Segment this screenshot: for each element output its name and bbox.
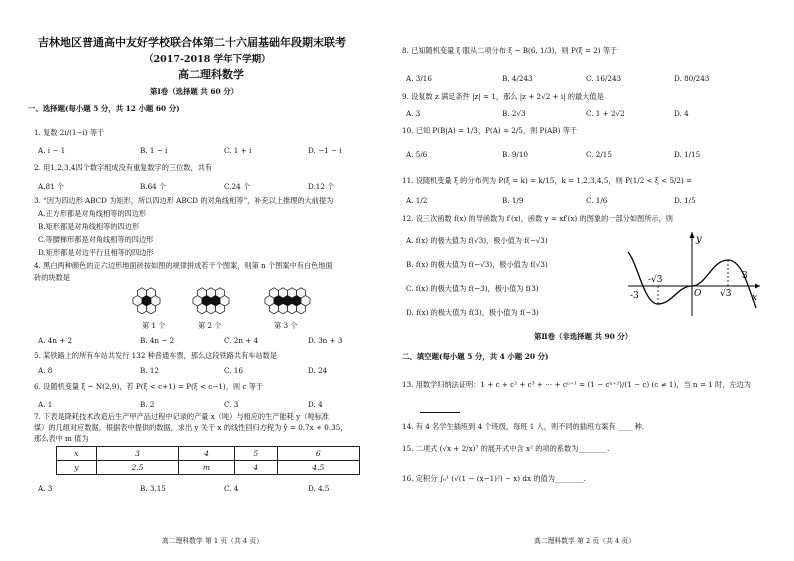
page-2 xyxy=(402,0,770,561)
question-4: 4. 黑白两种颜色的正六边形地面砖按如图的规律拼成若干个图案，则第 n 个图案中有白色地面 xyxy=(34,261,333,270)
option-c: C.等腰梯形都是对角线相等的四边形 xyxy=(38,235,154,244)
option-c: C. 2n + 4 xyxy=(224,336,259,345)
white-hexagon xyxy=(270,303,279,313)
table-row xyxy=(57,461,360,475)
option-b: B. 4/243 xyxy=(502,74,533,83)
option-b: B. 2√3 xyxy=(502,109,526,118)
question-14: 14. 有 4 名学生插班到 4 个班级，每班 1 人，则不同的插班方案有 ____ 种. xyxy=(402,422,645,431)
option-c: C. 1 + 2√2 xyxy=(586,109,625,118)
table-cell: 4 xyxy=(234,461,277,475)
option-b: B.矩形都是对角线相等的四边形 xyxy=(38,222,140,231)
data-table xyxy=(56,446,360,475)
volume-1-heading: 第Ⅰ卷（选择题 共 60 分） xyxy=(150,87,238,96)
exam-title: 吉林地区普通高中友好学校联合体第二十六届基础年段期末联考 xyxy=(38,36,346,49)
option-a: A. 4n + 2 xyxy=(38,336,73,345)
option-b: B. f(x) 的极大值为 f(−√3)，极小值为 f(√3) xyxy=(406,260,548,269)
white-hexagon xyxy=(147,303,156,313)
table-cell: 4 xyxy=(179,447,235,461)
question-16: 16. 定积分 ∫₀¹ (√(1 − (x−1)²) − x) dx 的值为________. xyxy=(402,474,586,483)
question-7-cont: 煤）的几组对应数据，根据表中提供的数据，求出 y 关于 x 的线性回归方程为 ŷ = 0.7x + 0.35， xyxy=(34,423,348,432)
option-d: D.12 个 xyxy=(308,182,335,191)
option-a: A. i − 1 xyxy=(38,146,66,155)
exam-subject: 高二理科数学 xyxy=(178,68,244,81)
option-d: D.矩形都是对边平行且相等的四边形 xyxy=(38,248,154,257)
option-d: D. 1/15 xyxy=(674,150,701,159)
exam-year: （2017-2018 学年下学期） xyxy=(144,54,271,65)
option-a: A. f(x) 的极大值为 f(√3)，极小值为 f(−√3) xyxy=(406,236,548,245)
option-a: A.正方形都是对角线相等的四边形 xyxy=(38,209,147,218)
option-d: D. 4 xyxy=(308,400,323,409)
option-b: B. 1 − i xyxy=(140,146,168,155)
white-hexagon xyxy=(288,303,297,313)
page-1 xyxy=(28,0,390,561)
option-b: B. 2 xyxy=(140,400,155,409)
question-7-cont: 那么表中 m 值为 xyxy=(34,434,89,443)
function-graph xyxy=(624,230,764,320)
white-hexagon xyxy=(216,303,225,313)
white-hexagon xyxy=(138,303,147,313)
option-b: B. 9/10 xyxy=(502,150,528,159)
white-hexagon xyxy=(297,303,306,313)
table-cell: m xyxy=(179,461,235,475)
question-9: 9. 设复数 z 满足条件 |z| = 1，那么 |z + 2√2 + i| 的最大值是 xyxy=(402,92,604,101)
question-13: 13. 用数学归纳法证明：1 + c + c² + c³ + ⋯ + cⁿ⁺¹ = (1 − cⁿ⁺²)/(1 − c) (c ≠ 1)，当 n = 1 时，左边为 xyxy=(402,380,751,389)
page-footer: 高二理科数学 第 1 页（共 4 页） xyxy=(162,537,264,545)
option-d: D. 4 xyxy=(674,109,689,118)
question-4-cont: 砖的块数是 xyxy=(34,273,70,282)
question-7: 7. 下表是降耗技术改造后生产甲产品过程中记录的产量 x（吨）与相应的生产能耗 y（吨标准 xyxy=(34,412,329,421)
option-c: C. 1 + i xyxy=(224,146,252,155)
origin-label: O xyxy=(694,289,702,299)
table-cell: 3 xyxy=(96,447,178,461)
option-d: D. 1/5 xyxy=(674,196,696,205)
section-1-heading: 一、选择题(每小题 5 分，共 12 小题 60 分) xyxy=(28,104,180,113)
question-3: 3. “因为四边形 ABCD 为矩形，所以四边形 ABCD 的对角线相等”，补充以上推理的大前提为 xyxy=(34,196,334,205)
option-c: C. 16 xyxy=(224,366,243,375)
y-label: y xyxy=(696,234,702,245)
option-a: A. 8 xyxy=(38,366,53,375)
question-2: 2. 用1,2,3,4四个数字组成没有重复数字的三位数，共有 xyxy=(34,163,213,172)
table-cell: 2.5 xyxy=(96,461,178,475)
question-1: 1. 复数 2i/(1−i) 等于 xyxy=(34,128,105,137)
page-footer: 高二理科数学 第 2 页（共 4 页） xyxy=(534,537,636,545)
option-b: B. 3.15 xyxy=(140,484,166,493)
option-a: A. 1/2 xyxy=(406,196,428,205)
option-c: C.24 个 xyxy=(224,182,251,191)
option-c: C. 3 xyxy=(224,400,239,409)
option-d: D. 3n + 3 xyxy=(308,336,343,345)
pos3-label: 3 xyxy=(742,271,748,281)
option-d: D. −1 − i xyxy=(308,146,342,155)
table-cell: y xyxy=(57,461,97,475)
option-b: B. 12 xyxy=(140,366,159,375)
question-10: 10. 已知 P(B|A) = 1/3，P(A) = 2/5，则 P(AB) 等于 xyxy=(402,126,578,135)
option-c: C. 2/15 xyxy=(586,150,612,159)
answer-blank-13 xyxy=(420,406,460,415)
table-cell: 4.5 xyxy=(277,461,359,475)
question-5: 5. 某铁路上的所有车站共发行 132 种普通车票，那么这段铁路共有车站数是 xyxy=(34,351,278,360)
figure-1-label: 第 1 个 xyxy=(142,321,166,330)
neg3-label: -3 xyxy=(630,291,639,301)
option-c: C. f(x) 的极大值为 f(−3)，极小值为 f(3) xyxy=(406,284,539,293)
option-a: A. 1 xyxy=(38,400,53,409)
figure-2-label: 第 2 个 xyxy=(198,321,222,330)
option-a: A. 3 xyxy=(406,109,421,118)
question-8: 8. 已知随机变量 ξ 服从二项分布 ξ ~ B(6, 1/3)，则 P(ξ = 2) 等于 xyxy=(402,46,618,55)
option-d: D. 4.5 xyxy=(308,484,330,493)
table-cell: 5 xyxy=(234,447,277,461)
x-axis-arrow xyxy=(755,284,760,289)
option-c: C. 1/6 xyxy=(586,196,608,205)
table-cell: x xyxy=(57,447,97,461)
question-6: 6. 设随机变量 ξ ~ N(2,9)，若 P(ξ < c+1) = P(ξ < c−1)，则 c 等于 xyxy=(34,382,264,391)
white-hexagon xyxy=(198,303,207,313)
question-15: 15. 二项式 (√x + 2/x)⁷ 的展开式中含 x² 的项的系数为________. xyxy=(402,444,610,453)
option-b: B. 1/9 xyxy=(502,196,524,205)
y-axis-arrow xyxy=(690,232,695,238)
table-cell: 6 xyxy=(277,447,359,461)
table-row xyxy=(57,447,360,461)
option-c: C. 16/243 xyxy=(586,74,622,83)
volume-2-heading: 第Ⅱ卷（非选择题 共 90 分） xyxy=(534,332,633,341)
hexagon-pattern-figure xyxy=(124,283,336,321)
white-hexagon xyxy=(207,303,216,313)
question-11: 11. 设随机变量 ξ 的分布列为 P(ξ = k) = k/15，k = 1,2,3,4,5，则 P(1/2 < ξ < 5/2) = xyxy=(402,176,693,185)
white-hexagon xyxy=(279,303,288,313)
option-d: D. f(x) 的极大值为 f(3)，极小值为 f(−3) xyxy=(406,308,539,317)
neg-sqrt3-label: -√3 xyxy=(648,275,663,285)
figure-3-label: 第 3 个 xyxy=(274,321,298,330)
option-a: A. 3/16 xyxy=(406,74,432,83)
option-a: A.81 个 xyxy=(38,182,65,191)
option-c: C. 4 xyxy=(224,484,239,493)
option-a: A. 3 xyxy=(38,484,53,493)
option-d: D. 24 xyxy=(308,366,328,375)
question-12: 12. 设三次函数 f(x) 的导函数为 f′(x)，函数 y = xf′(x) 的图象的一部分如图所示，则 xyxy=(402,214,673,223)
section-2-heading: 二、填空题(每小题 5 分，共 4 小题 20 分) xyxy=(402,352,549,361)
option-b: B.64 个 xyxy=(140,182,167,191)
sqrt3-label: √3 xyxy=(720,289,732,299)
option-b: B. 4n − 2 xyxy=(140,336,175,345)
option-d: D. 80/243 xyxy=(674,74,710,83)
option-a: A. 5/6 xyxy=(406,150,428,159)
x-label: x xyxy=(752,293,758,303)
